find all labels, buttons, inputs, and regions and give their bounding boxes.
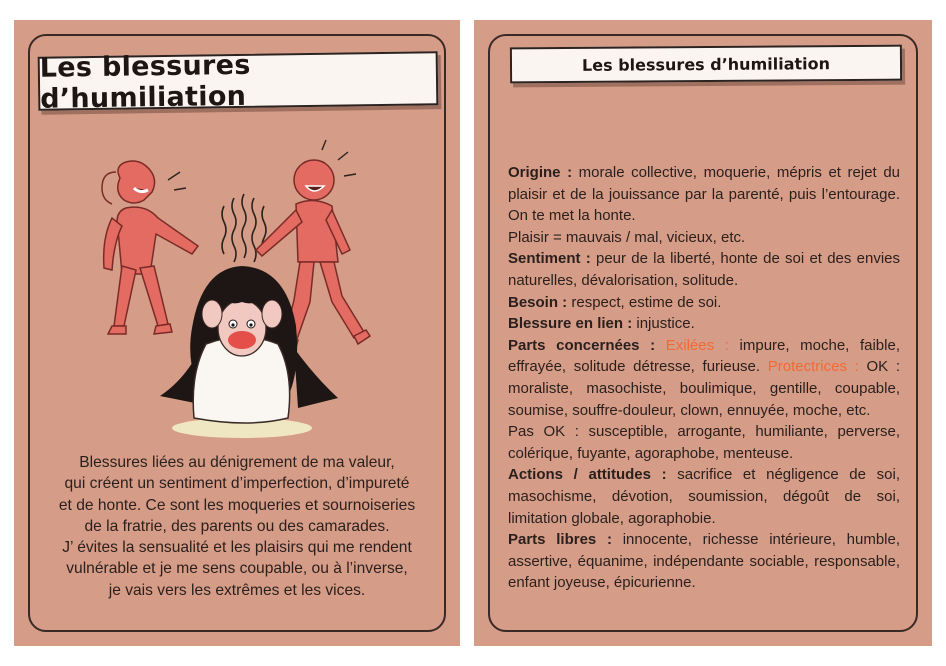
left-card-description [48,452,426,601]
mocking-girl [102,161,198,334]
protectrices-text: OK : moraliste, masochiste, boulimique, gentille, coupable, soumise, souffre-douleur, clown, ennuyée, moche, etc. [508,358,900,419]
description-line: et de honte. Ce sont les moqueries et sournoiseries [58,496,416,514]
left-card-title: Les blessures d’humiliation [38,51,439,111]
blessure-paragraph [508,313,900,335]
origine-text: morale collective, moquerie, mépris et rejet du plaisir et de la jouissance par la parenté, puis l’entourage. On te met la honte. [508,164,900,225]
parts-paragraph [508,335,900,421]
illustration-mocking-children [82,138,382,448]
right-card-title: Les blessures d’humiliation [510,45,902,84]
description-line: vulnérable et je me sens coupable, ou à l’inverse, [66,560,408,578]
description-line: de la fratrie, des parents ou des camarades. [84,517,390,535]
besoin-text: respect, estime de soi. [567,293,722,311]
origine-label: Origine : [508,164,573,181]
actions-text: sacrifice et négligence de soi, masochisme, dévotion, soumission, dégoût de soi, limitation globale, agoraphobie. [508,466,900,527]
actions-paragraph [508,464,900,529]
description-line: Blessures liées au dénigrement de ma valeur, [79,454,395,471]
description-line: qui créent un sentiment d’imperfection, d’impureté [64,475,410,493]
description-line: je vais vers les extrêmes et les vices. [108,581,366,599]
pas-ok-line: Pas OK : susceptible, arrogante, humiliante, perverse, colérique, fuyante, agoraphobe, menteuse. [508,423,900,462]
right-card [474,20,932,646]
libres-label: Parts libres : [508,531,612,549]
sentiment-label: Sentiment : [508,250,591,268]
plaisir-line: Plaisir = mauvais / mal, vicieux, etc. [508,228,746,246]
parts-label: Parts concernées : [508,336,656,354]
left-card [14,20,460,646]
exilees-label: Exilées : [665,336,729,354]
protectrices-label: Protectrices : [767,358,859,376]
blessure-label: Blessure en lien : [508,315,633,333]
besoin-label: Besoin : [508,293,568,311]
libres-text: innocente, richesse intérieure, humble, assertive, équanime, indépendante sociable, responsable, enfant joyeuse, épicurienne. [508,531,901,592]
sentiment-text: peur de la liberté, honte de soi et des envies naturelles, dévalorisation, solitude. [508,250,900,289]
actions-label: Actions / attitudes : [508,466,667,484]
origine-paragraph [508,162,900,227]
description-line: J’ évites la sensualité et les plaisirs qui me rendent [62,539,412,557]
besoin-paragraph [508,292,900,314]
libres-paragraph [508,529,900,594]
sentiment-paragraph [508,248,900,291]
wound-details [508,162,900,594]
exilees-text: impure, moche, faible, effrayée, solitude détresse, furieuse. [508,336,900,376]
blessure-text: injustice. [632,315,695,333]
